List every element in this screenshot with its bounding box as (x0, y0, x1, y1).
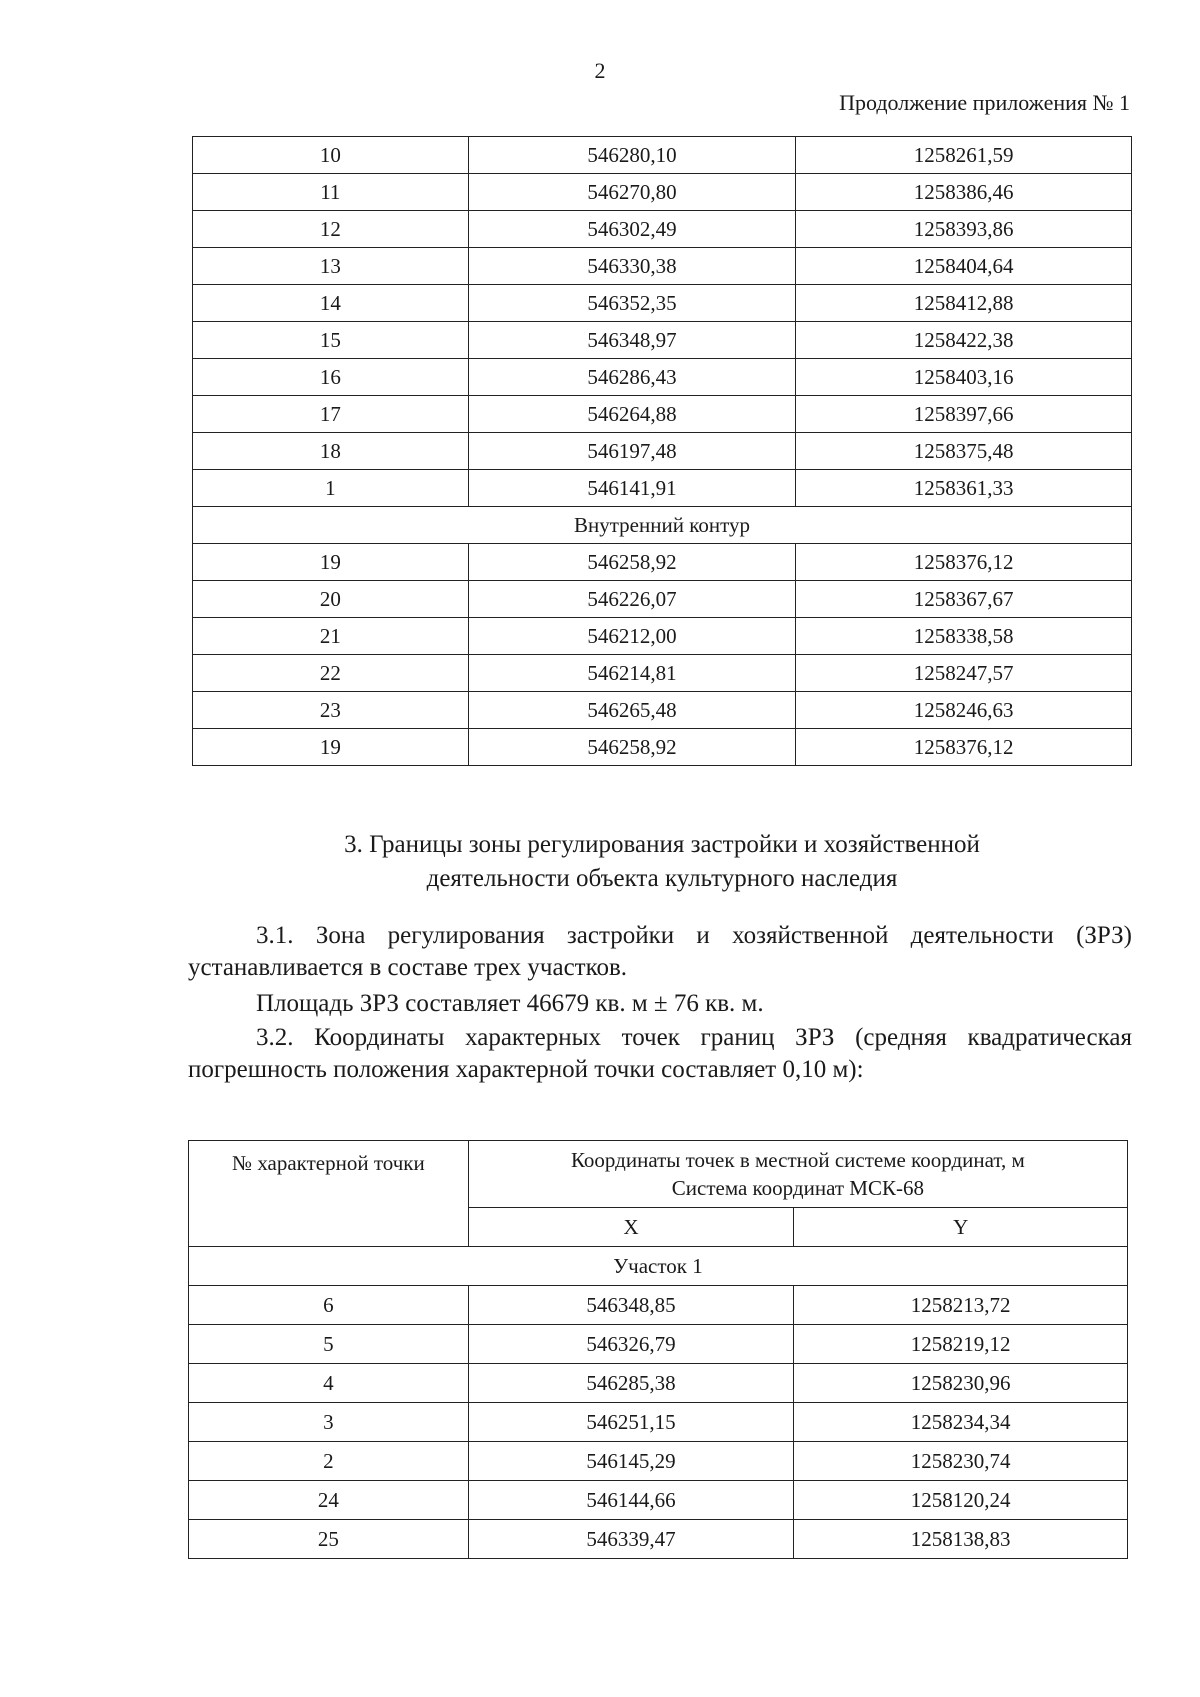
y-coordinate-cell: 1258138,83 (794, 1520, 1128, 1559)
table-row (193, 285, 1132, 322)
y-coordinate-cell: 1258376,12 (796, 544, 1132, 581)
paragraph-3-1: 3.1. Зона регулирования застройки и хозяйственной деятельности (ЗРЗ) устанавливается в составе трех участков. (188, 922, 1132, 981)
y-coordinate-cell: 1258261,59 (796, 137, 1132, 174)
inner-contour-label: Внутренний контур (193, 507, 1132, 544)
y-coordinate-cell: 1258375,48 (796, 433, 1132, 470)
x-coordinate-cell: 546348,97 (468, 322, 796, 359)
point-number-cell: 4 (189, 1364, 469, 1403)
continuation-label: Продолжение приложения № 1 (839, 90, 1130, 115)
y-coordinate-cell: 1258230,74 (794, 1442, 1128, 1481)
x-coordinate-cell: 546145,29 (468, 1442, 794, 1481)
section-3-heading-line1: 3. Границы зоны регулирования застройки и хозяйственной (344, 831, 980, 858)
table-row (189, 1286, 1128, 1325)
point-number-cell: 3 (189, 1403, 469, 1442)
point-number-cell: 22 (193, 655, 469, 692)
y-coordinate-cell: 1258361,33 (796, 470, 1132, 507)
x-coordinate-cell: 546348,85 (468, 1286, 794, 1325)
header-coordinates (468, 1141, 1127, 1208)
table-row (193, 729, 1132, 766)
point-number-cell: 20 (193, 581, 469, 618)
y-coordinate-cell: 1258120,24 (794, 1481, 1128, 1520)
y-coordinate-cell: 1258219,12 (794, 1325, 1128, 1364)
x-coordinate-cell: 546141,91 (468, 470, 796, 507)
x-coordinate-cell: 546197,48 (468, 433, 796, 470)
point-number-cell: 18 (193, 433, 469, 470)
table-row (189, 1442, 1128, 1481)
table-row (189, 1325, 1128, 1364)
x-coordinate-cell: 546339,47 (468, 1520, 794, 1559)
point-number-cell: 19 (193, 544, 469, 581)
point-number-cell: 24 (189, 1481, 469, 1520)
coordinates-table-continued (192, 136, 1132, 766)
inner-contour-rows (193, 544, 1132, 766)
zrz-coordinates-table (188, 1140, 1128, 1559)
table-row (193, 248, 1132, 285)
table-row (193, 322, 1132, 359)
table-row (193, 433, 1132, 470)
point-number-cell: 15 (193, 322, 469, 359)
x-coordinate-cell: 546214,81 (468, 655, 796, 692)
y-coordinate-cell: 1258393,86 (796, 211, 1132, 248)
y-coordinate-cell: 1258213,72 (794, 1286, 1128, 1325)
x-coordinate-cell: 546226,07 (468, 581, 796, 618)
header-coordinates-line1: Координаты точек в местной системе координат, м (570, 1148, 1025, 1172)
point-number-cell: 1 (193, 470, 469, 507)
x-coordinate-cell: 546285,38 (468, 1364, 794, 1403)
point-number-cell: 6 (189, 1286, 469, 1325)
section-3-heading-line2: деятельности объекта культурного наследия (426, 865, 898, 892)
table-row (193, 618, 1132, 655)
x-coordinate-cell: 546258,92 (468, 729, 796, 766)
y-coordinate-cell: 1258397,66 (796, 396, 1132, 433)
x-coordinate-cell: 546251,15 (468, 1403, 794, 1442)
x-coordinate-cell: 546330,38 (468, 248, 796, 285)
header-y: Y (794, 1208, 1128, 1247)
y-coordinate-cell: 1258404,64 (796, 248, 1132, 285)
x-coordinate-cell: 546258,92 (468, 544, 796, 581)
point-number-cell: 19 (193, 729, 469, 766)
table-row (193, 359, 1132, 396)
paragraph-area: Площадь ЗРЗ составляет 46679 кв. м ± 76 кв. м. (256, 990, 764, 1017)
x-coordinate-cell: 546302,49 (468, 211, 796, 248)
header-coordinates-line2: Система координат МСК-68 (671, 1176, 924, 1200)
section-label: Участок 1 (189, 1247, 1128, 1286)
y-coordinate-cell: 1258247,57 (796, 655, 1132, 692)
point-number-cell: 21 (193, 618, 469, 655)
table-row (189, 1403, 1128, 1442)
y-coordinate-cell: 1258386,46 (796, 174, 1132, 211)
x-coordinate-cell: 546352,35 (468, 285, 796, 322)
y-coordinate-cell: 1258367,67 (796, 581, 1132, 618)
section-3-heading (192, 828, 1132, 896)
table-row (189, 1520, 1128, 1559)
table-row (189, 1481, 1128, 1520)
header-point-number: № характерной точки (189, 1141, 469, 1247)
paragraph-3-2: 3.2. Координаты характерных точек границ ЗРЗ (средняя квадратическая погрешность положения характерной точки составляет 0,10 м): (188, 1024, 1132, 1083)
x-coordinate-cell: 546144,66 (468, 1481, 794, 1520)
inner-contour-label-row (193, 507, 1132, 544)
y-coordinate-cell: 1258234,34 (794, 1403, 1128, 1442)
table-row (193, 174, 1132, 211)
point-number-cell: 13 (193, 248, 469, 285)
point-number-cell: 23 (193, 692, 469, 729)
point-number-cell: 5 (189, 1325, 469, 1364)
point-number-cell: 17 (193, 396, 469, 433)
table-row (193, 137, 1132, 174)
y-coordinate-cell: 1258230,96 (794, 1364, 1128, 1403)
x-coordinate-cell: 546326,79 (468, 1325, 794, 1364)
table-row (193, 692, 1132, 729)
header-x: X (468, 1208, 794, 1247)
page-number: 2 (594, 58, 606, 83)
y-coordinate-cell: 1258376,12 (796, 729, 1132, 766)
table-row (189, 1364, 1128, 1403)
x-coordinate-cell: 546270,80 (468, 174, 796, 211)
point-number-cell: 11 (193, 174, 469, 211)
zrz-rows (189, 1286, 1128, 1559)
table-row (193, 544, 1132, 581)
table-row (193, 396, 1132, 433)
x-coordinate-cell: 546280,10 (468, 137, 796, 174)
y-coordinate-cell: 1258338,58 (796, 618, 1132, 655)
table-row (193, 655, 1132, 692)
point-number-cell: 2 (189, 1442, 469, 1481)
x-coordinate-cell: 546265,48 (468, 692, 796, 729)
x-coordinate-cell: 546286,43 (468, 359, 796, 396)
table-row (193, 470, 1132, 507)
table-row (193, 581, 1132, 618)
point-number-cell: 14 (193, 285, 469, 322)
point-number-cell: 25 (189, 1520, 469, 1559)
point-number-cell: 16 (193, 359, 469, 396)
x-coordinate-cell: 546212,00 (468, 618, 796, 655)
x-coordinate-cell: 546264,88 (468, 396, 796, 433)
table-row (193, 211, 1132, 248)
y-coordinate-cell: 1258403,16 (796, 359, 1132, 396)
y-coordinate-cell: 1258422,38 (796, 322, 1132, 359)
section-label-row (189, 1247, 1128, 1286)
outer-contour-rows (193, 137, 1132, 507)
point-number-cell: 10 (193, 137, 469, 174)
y-coordinate-cell: 1258246,63 (796, 692, 1132, 729)
y-coordinate-cell: 1258412,88 (796, 285, 1132, 322)
point-number-cell: 12 (193, 211, 469, 248)
